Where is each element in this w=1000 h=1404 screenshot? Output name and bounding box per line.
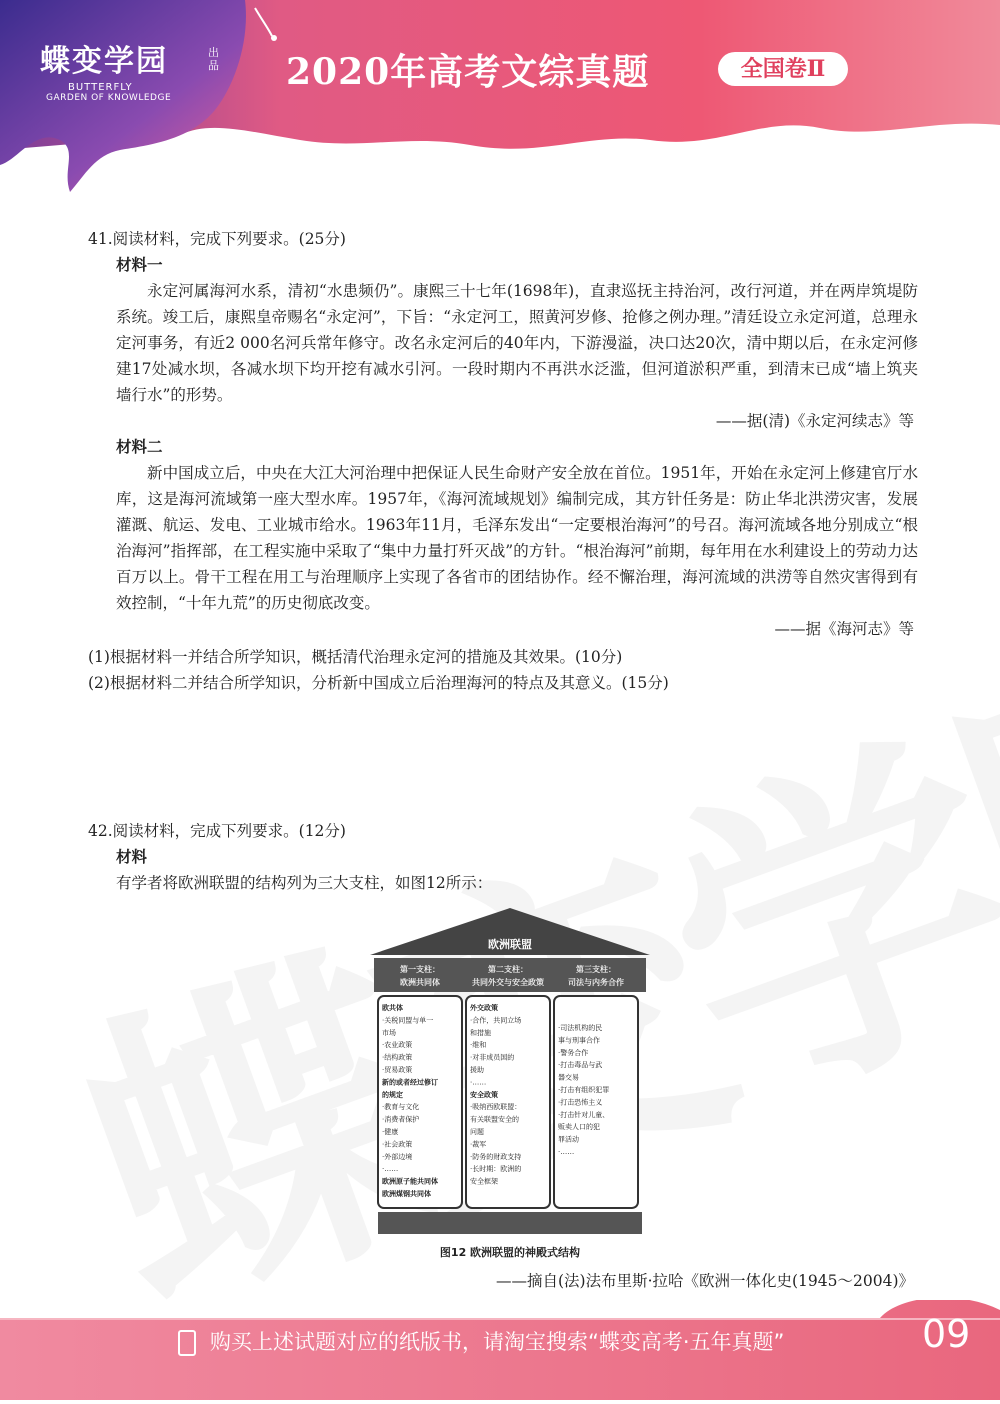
pillar-3-line: 器交易 <box>558 1073 579 1082</box>
pillar-2-head-line: 第二支柱： <box>488 965 528 974</box>
pillar-1-line: 欧洲原子能共同体 <box>382 1177 438 1186</box>
pillar-2-line: ·吸纳西欧联盟： <box>470 1103 522 1112</box>
q42-source-block <box>88 1268 918 1294</box>
pillar-3-line: ·打击有组织犯罪 <box>558 1086 610 1094</box>
pillar-3-line: 罪活动 <box>558 1135 579 1144</box>
q42-intro: 有学者将欧洲联盟的结构列为三大支柱，如图12所示： <box>116 874 493 892</box>
q41-material2-text: 新中国成立后，中央在大江大河治理中把保证人民生命财产安全放在首位。1951年，开始在永定河上修建官厅水库，这是海河流域第一座大型水库。1957年，《海河流域规划》编制完成，其方针任务是：防止华北洪涝灾害，发展灌溉、航运、发电、工业城市给水。1963年11月，毛泽东发出“一定要根治海河”的号召。海河流域各地分别成立“根治海河”指挥部，在工程实施中采取了“集中力量打歼灭战”的方针。“根治海河”前期，每年用在水利建设上的劳动力达百万以上。骨干工程在用工与治理顺序上实现了各省市的团结协作。经不懈治理，海河流域的洪涝等自然灾害得到有效控制，“十年九荒”的历史彻底改变。 <box>116 464 918 612</box>
pillar-1-line: ·农业政策 <box>382 1041 413 1050</box>
page-footer <box>0 1300 1000 1400</box>
pillar-2-line: 援助 <box>470 1066 484 1074</box>
pillar-3-line: ·…… <box>558 1148 575 1156</box>
exam-badge: 全国卷Ⅱ <box>718 52 848 86</box>
pillar-3-line: ·打击针对儿童、 <box>558 1110 610 1119</box>
pillar-2-line: 外交政策 <box>470 1004 498 1012</box>
pillar-3-head-line: 第三支柱： <box>576 965 616 974</box>
logo <box>40 36 219 103</box>
pillar-1-line: ·…… <box>382 1165 399 1174</box>
pillar-2-head-line: 共同外交与安全政策 <box>472 978 544 987</box>
q42-source: ——摘自(法)法布里斯·拉哈《欧洲一体化史(1945～2004)》 <box>495 1272 914 1290</box>
page-title: 2020年高考文综真题 <box>286 51 650 93</box>
pillar-3-line: ·打击恐怖主义 <box>558 1098 603 1107</box>
pillar-2-line: 和措施 <box>470 1028 491 1037</box>
q41-material1-source: ——据(清)《永定河续志》等 <box>715 412 914 430</box>
pillar-2-line: ·维和 <box>470 1041 487 1050</box>
q42-block <box>88 818 918 896</box>
pillar-2-line: ·长时期：欧洲的 <box>470 1165 522 1174</box>
pillar-1-line: 欧共体 <box>382 1004 403 1012</box>
q41-material2-source: ——据《海河志》等 <box>774 620 914 638</box>
pillar-2-line: ·防务的财政支持 <box>470 1152 522 1161</box>
temple-base <box>378 1212 642 1234</box>
pillar-1-line: ·教育与文化 <box>382 1103 420 1112</box>
temple-roof-label: 欧洲联盟 <box>488 938 532 951</box>
pillar-2-line: ·裁军 <box>470 1140 487 1149</box>
q41-material1-text: 永定河属海河水系，清初“水患频仍”。康熙三十七年(1698年)，直隶巡抚主持治河，改行河道，并在两岸筑堤防系统。竣工后，康熙皇帝赐名“永定河”，下旨：“永定河工，照黄河岁修、抢修之例办理。”清廷设立永定河道，总理永定河事务，有近2 000名河兵常年修守。改名永定河后的40年内，下游漫溢，决口达20次，清中期以后，在永定河修建17处减水坝，各减水坝下均开挖有减水引河。一段时期内不再洪水泛滥，但河道淤积严重，到清末已成“墙上筑夹墙行水”的形势。 <box>116 282 918 404</box>
q42-material-label: 材料 <box>116 847 148 866</box>
pillar-2-line: ·合作，共同立场 <box>470 1016 522 1025</box>
main-content <box>88 226 918 696</box>
pillar-3-line: 贩卖人口的犯 <box>558 1123 600 1132</box>
logo-en-line2: GARDEN OF KNOWLEDGE <box>46 93 172 103</box>
pillar-1-line: ·健康 <box>382 1128 399 1136</box>
pillar-1-line: 的规定 <box>382 1090 403 1099</box>
page-number: 09 <box>922 1312 971 1356</box>
pillar-1 <box>378 996 462 1208</box>
pillar-1-line: ·结构政策 <box>382 1053 413 1062</box>
pillar-1-line: 新的或者经过修订 <box>382 1078 438 1087</box>
pillar-2-line: 问题 <box>470 1128 484 1136</box>
logo-chupin: 出品 <box>208 46 219 72</box>
q42-stem: 42.阅读材料，完成下列要求。(12分) <box>88 822 346 840</box>
q41-sub1: (1)根据材料一并结合所学知识，概括清代治理永定河的措施及其效果。(10分) <box>88 648 623 666</box>
pillar-1-head-line: 欧洲共同体 <box>400 978 440 987</box>
eu-temple-figure <box>360 900 660 1280</box>
pillar-2 <box>466 996 550 1208</box>
pillar-1-line: ·外部边境 <box>382 1152 413 1161</box>
pillar-3-line: ·司法机构的民 <box>558 1024 603 1032</box>
footer-text: 购买上述试题对应的纸版书，请淘宝搜索“蝶变高考·五年真题” <box>210 1330 785 1354</box>
pillar-2-line: 安全政策 <box>470 1090 498 1099</box>
logo-name: 蝶变学园 <box>40 44 168 79</box>
pillar-1-line: ·关税同盟与单一 <box>382 1016 434 1025</box>
pillar-1-line: ·社会政策 <box>382 1140 413 1149</box>
pillar-3-line: 事与刑事合作 <box>558 1036 600 1045</box>
pillar-3-line: ·警务合作 <box>558 1048 589 1057</box>
pillar-1-head-line: 第一支柱： <box>400 965 440 974</box>
logo-en-line1: BUTTERFLY <box>68 82 133 93</box>
q41-material1-label: 材料一 <box>116 255 163 274</box>
page-header <box>0 0 1000 195</box>
book-icon <box>178 1330 196 1356</box>
q41-material2-label: 材料二 <box>116 437 163 456</box>
q41-sub2: (2)根据材料二并结合所学知识，分析新中国成立后治理海河的特点及其意义。(15分) <box>88 674 669 692</box>
pillar-1-line: 市场 <box>382 1028 396 1037</box>
figure-caption: 图12 欧洲联盟的神殿式结构 <box>439 1246 581 1259</box>
pillar-2-line: ·…… <box>470 1078 487 1087</box>
pillar-1-line: ·消费者保护 <box>382 1115 420 1124</box>
pillar-2-line: 安全框架 <box>470 1177 498 1186</box>
pillar-1-line: 欧洲煤钢共同体 <box>382 1190 431 1198</box>
pillar-3-head-line: 司法与内务合作 <box>568 978 624 987</box>
pillar-3-line: ·打击毒品与武 <box>558 1061 603 1070</box>
q41-stem: 41.阅读材料，完成下列要求。(25分) <box>88 230 346 248</box>
pillar-1-line: ·贸易政策 <box>382 1066 413 1074</box>
pillar-2-line: 有关联盟安全的 <box>470 1115 519 1124</box>
pillar-2-line: ·对非成员国的 <box>470 1053 515 1062</box>
